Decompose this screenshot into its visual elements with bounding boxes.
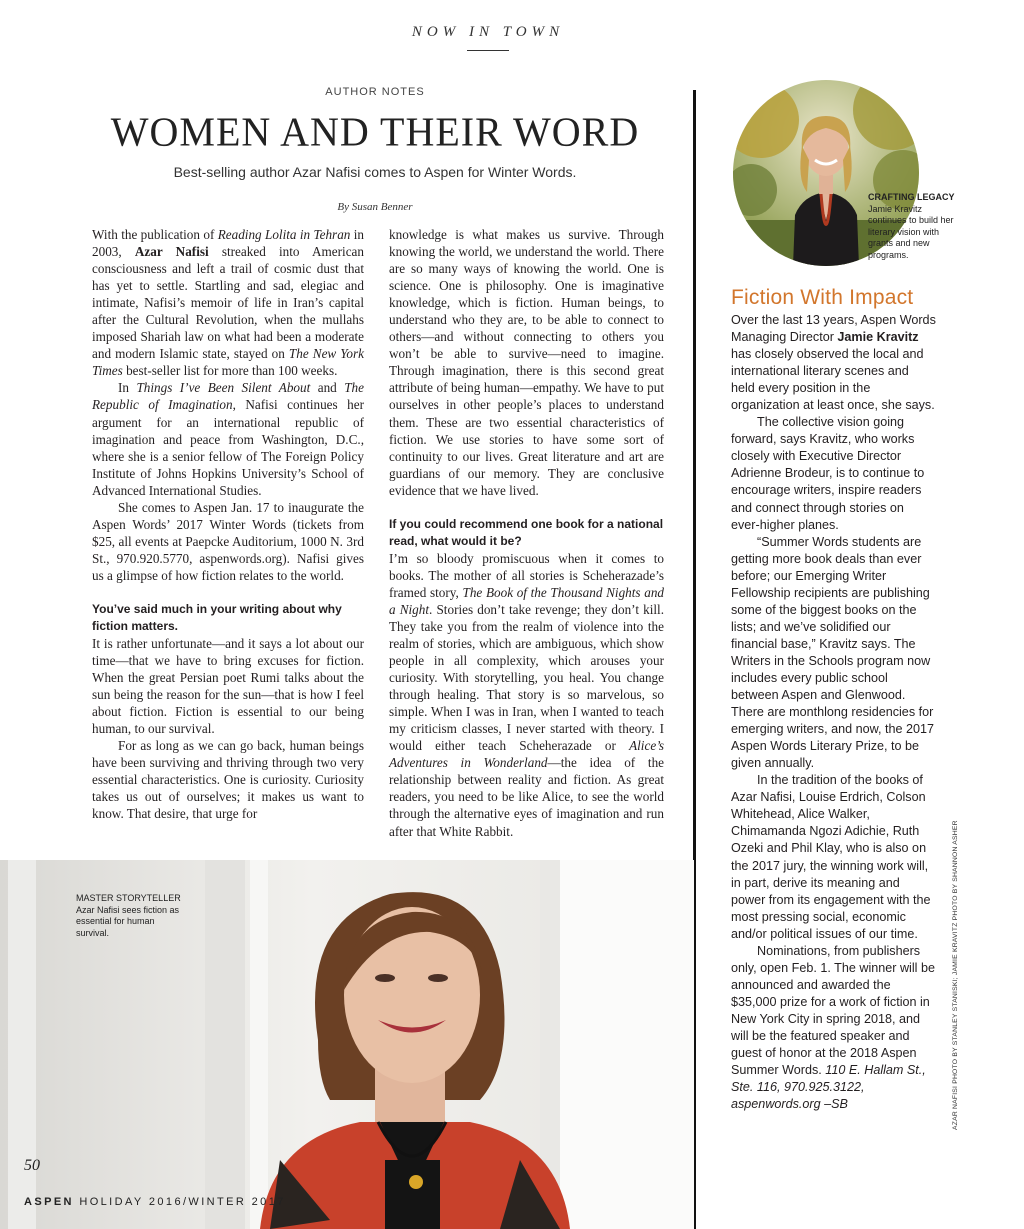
text-run: In	[118, 380, 137, 396]
section-label: NOW IN TOWN	[411, 24, 565, 40]
article-column-1	[92, 226, 364, 823]
text-run: streaked into American consciousness and left a trail of cosmic dust that has yet to settle. Startling and sad, elegiac and intimate, Nafisi’s memoir of life in Iran’s capital after the Cultural Revolution, when the mullahs imposed Shariah law on what had been a moderate and modern Islamic state, stayed on	[92, 244, 364, 362]
book-title: The Book of the Thousand Nights and a Night	[389, 584, 665, 617]
paragraph: It is rather unfortunate—and it says a lot about our time—that we have to bring excuses for fiction. When the great Persian poet Rumi talks about the sun being the reason for the sun—that is how I feel about fiction. Fiction is essential to our being human, to our survival.	[92, 635, 364, 737]
nafisi-photo-caption	[76, 893, 186, 939]
section-divider	[467, 50, 509, 51]
paragraph	[92, 226, 364, 379]
photo-credit: AZAR NAFISI PHOTO BY STANLEY STANISKI; JAMIE KRAVITZ PHOTO BY SHANNON ASHER	[952, 820, 959, 1130]
paragraph	[731, 943, 936, 1113]
paragraph: The collective vision going forward, says Kravitz, who works closely with Executive Director Adrienne Brodeur, is to continue to encourage writers, inspire readers and connect through stories on ever-higher planes.	[731, 415, 925, 532]
caption-text: Azar Nafisi sees fiction as essential for human survival.	[76, 904, 180, 938]
issue-label: HOLIDAY 2016/WINTER 2017	[73, 1196, 286, 1208]
magazine-name: ASPEN	[24, 1196, 74, 1208]
magazine-folio	[24, 1196, 286, 1208]
text-run: Nominations, from publishers only, open Feb. 1. The winner will be announced and awarded the $35,000 prize for a work of fiction in New York City in spring 2018, and will be the featured speaker and guest of honor at the 2018 Aspen Summer Words.	[731, 943, 935, 1078]
article-byline: By Susan Benner	[337, 201, 413, 213]
sidebar-body	[731, 312, 936, 1113]
text-run: best-seller list for more than 100 weeks.	[122, 363, 338, 379]
paragraph: For as long as we can go back, human beings have been surviving and thriving through two very essential characteristics. One is curiosity. Curiosity takes us out of ourselves; it makes us want to know. That desire, that urge for	[92, 738, 364, 822]
caption-label: CRAFTING LEGACY	[868, 192, 955, 202]
interview-question: If you could recommend one book for a national read, what would it be?	[389, 516, 664, 548]
paragraph: She comes to Aspen Jan. 17 to inaugurate the Aspen Words’ 2017 Winter Words (tickets from $25, all events at Paepcke Auditorium, 1000 N. 3rd St., 970.920.5770, aspenwords.org). Nafisi gives us a glimpse of how fiction relates to the world.	[92, 499, 364, 583]
article-kicker: AUTHOR NOTES	[325, 86, 425, 98]
text-run: . Stories don’t take revenge; they don’t kill. They take you from the realm of violence into the realm of stories, which are ambiguous, which show people in all complexity, which arouses your curiosity. With storytelling, you heal. You change through healing. That story is so marvelous, so simple. When I was in Iran, when I wanted to teach my criticism classes, I never started with theory. I would either teach Scheherazade or	[389, 601, 665, 754]
paragraph	[389, 550, 664, 840]
article-headline: WOMEN AND THEIR WORD	[110, 108, 640, 155]
text-run: , Nafisi continues her argument for an international republic of imagination and peace from Washington, D.C., where she is a senior fellow of The Foreign Policy Institute of Johns Hopkins University’s School of Advanced International Studies.	[92, 397, 364, 498]
article-column-2	[389, 226, 664, 840]
text-run: Over the last 13 years, Aspen Words Managing Director	[731, 313, 936, 345]
book-title: Alice’s Adventures in Wonderland	[389, 738, 664, 771]
book-title: The Republic of Imagination	[92, 380, 364, 413]
caption-label: MASTER STORYTELLER	[76, 893, 181, 903]
paragraph	[92, 379, 364, 498]
paragraph: In the tradition of the books of Azar Nafisi, Louise Erdrich, Colson Whitehead, Alice Walker, Chimamanda Ngozi Adichie, Ruth Ozeki and Phil Klay, who is also on the 2017 jury, the winning work will, in part, derive its meaning and power from its engagement with the most pressing social, economic and/or political issues of our time.	[731, 773, 931, 941]
contact-info: 110 E. Hallam St., Ste. 116, 970.925.3122, aspenwords.org –SB	[731, 1063, 926, 1112]
author-name: Azar Nafisi	[134, 244, 209, 260]
text-run: With the publication of	[92, 227, 218, 242]
text-run: in 2003,	[92, 227, 365, 260]
text-run: I’m so bloody promiscuous when it comes to books. The mother of all stories is Scheherazade’s framed story,	[389, 550, 664, 600]
book-title: Reading Lolita in Tehran	[217, 227, 351, 242]
article-deck: Best-selling author Azar Nafisi comes to Aspen for Winter Words.	[173, 164, 577, 180]
kravitz-photo-caption	[868, 192, 958, 261]
page-number: 50	[24, 1157, 40, 1174]
caption-text: Jamie Kravitz continues to build her literary vision with grants and new programs.	[868, 203, 954, 260]
paragraph: knowledge is what makes us survive. Through knowing the world, we understand the world. There are so many ways of knowing the world. One is science. One is philosophy. One is imaginative knowledge, which is fiction. Human beings, to understand who they are, to be able to connect to others—and without connecting to others you won’t be able to survive—need to imagine. Through imagination, there is this second great attribute of being human—empathy. We have to put ourselves in other people’s places to understand them. These are two essential characteristics of fiction. We use stories to have some sort of continuity to our lives. Great literature and art are guardians of our memory. They are conclusive evidence that we have lived.	[389, 227, 664, 498]
sidebar-title: Fiction With Impact	[731, 286, 914, 309]
text-run: —the idea of the relationship between reality and fiction. As great readers, you need to be like Alice, to see the world through the alternative eyes of imagination and run after that White Rabbit.	[389, 755, 665, 839]
interview-question: You’ve said much in your writing about why fiction matters.	[92, 601, 342, 633]
person-name: Jamie Kravitz	[837, 330, 919, 345]
paragraph	[731, 312, 936, 414]
text-run: has closely observed the local and international literary scenes and held every position in the organization at least once, she says.	[731, 347, 935, 413]
book-title: Things I’ve Been Silent About	[136, 380, 311, 396]
publication-title: The New York Times	[92, 346, 364, 379]
paragraph: “Summer Words students are getting more book deals than ever before; our Emerging Writer Fellowship recipients are publishing some of the biggest books on the lists; and we’ve solidified our financial base,” Kravitz says. The Writers in the Schools program now includes every public school between Aspen and Glenwood. There are monthlong residencies for emerging writers, and now, the 2017 Aspen Words Literary Prize, to be given annually.	[731, 534, 935, 771]
text-run: and	[310, 380, 345, 396]
